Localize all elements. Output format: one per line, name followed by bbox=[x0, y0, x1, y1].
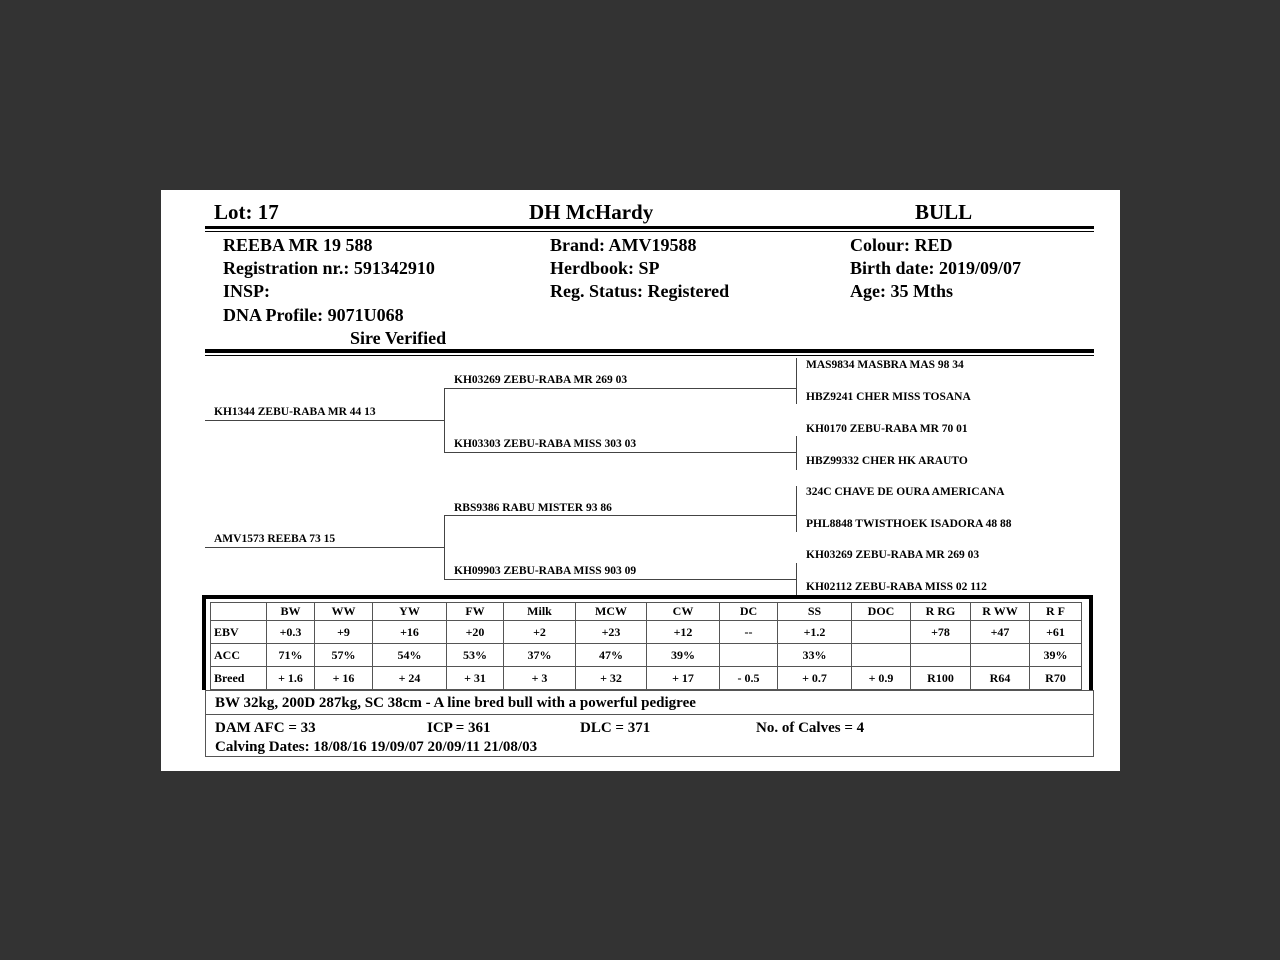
dam-info-box bbox=[205, 714, 1094, 757]
ebv-header-row bbox=[211, 603, 1082, 621]
brand: Brand: AMV19588 bbox=[550, 235, 697, 255]
insp-label: INSP: bbox=[223, 281, 271, 301]
ebv-header-cell: YW bbox=[373, 603, 447, 621]
pedigree-line bbox=[444, 515, 445, 579]
animal-sex: BULL bbox=[915, 200, 973, 224]
ebv-header-cell bbox=[211, 603, 267, 621]
calving-dates: Calving Dates: 18/08/16 19/09/07 20/09/11 21/08/03 bbox=[215, 739, 538, 755]
ebv-cell: + 0.7 bbox=[778, 667, 852, 690]
ebv-cell bbox=[911, 644, 971, 667]
ebv-row-label: ACC bbox=[211, 644, 267, 667]
pedigree-ggp-2: HBZ9241 CHER MISS TOSANA bbox=[806, 391, 971, 403]
ebv-cell: +16 bbox=[373, 621, 447, 644]
ebv-cell: +2 bbox=[504, 621, 576, 644]
pedigree-line bbox=[444, 388, 797, 389]
pedigree-ggp-4: HBZ99332 CHER HK ARAUTO bbox=[806, 455, 968, 467]
ebv-header-cell: SS bbox=[778, 603, 852, 621]
ebv-cell: 71% bbox=[267, 644, 315, 667]
ebv-cell: 57% bbox=[315, 644, 373, 667]
birth-date: Birth date: 2019/09/07 bbox=[850, 258, 1021, 278]
ebv-cell: + 32 bbox=[576, 667, 647, 690]
ebv-cell: +47 bbox=[971, 621, 1030, 644]
ebv-row-label: EBV bbox=[211, 621, 267, 644]
ebv-cell: +20 bbox=[447, 621, 504, 644]
header-rule-thick bbox=[205, 226, 1094, 229]
pedigree-dam: AMV1573 REEBA 73 15 bbox=[214, 533, 336, 545]
ebv-header-cell: CW bbox=[647, 603, 720, 621]
ebv-cell: 54% bbox=[373, 644, 447, 667]
ebv-cell: 37% bbox=[504, 644, 576, 667]
ebv-cell: +61 bbox=[1030, 621, 1082, 644]
pedigree-ggp-5: 324C CHAVE DE OURA AMERICANA bbox=[806, 486, 1005, 498]
colour: Colour: RED bbox=[850, 235, 953, 255]
pedigree-ggp-3: KH0170 ZEBU-RABA MR 70 01 bbox=[806, 423, 968, 435]
info-rule-thick bbox=[205, 349, 1094, 353]
ebv-cell: + 0.9 bbox=[852, 667, 911, 690]
ebv-cell: 39% bbox=[1030, 644, 1082, 667]
ebv-header-cell: WW bbox=[315, 603, 373, 621]
ebv-cell: +1.2 bbox=[778, 621, 852, 644]
dam-icp: ICP = 361 bbox=[427, 720, 491, 736]
ebv-header-cell: BW bbox=[267, 603, 315, 621]
ebv-header-cell: DOC bbox=[852, 603, 911, 621]
pedigree-line bbox=[796, 563, 797, 595]
pedigree-ggp-1: MAS9834 MASBRA MAS 98 34 bbox=[806, 359, 964, 371]
dam-calves: No. of Calves = 4 bbox=[756, 720, 865, 736]
pedigree-dam-sire: RBS9386 RABU MISTER 93 86 bbox=[454, 502, 612, 514]
ebv-cell: +78 bbox=[911, 621, 971, 644]
pedigree-sire-dam: KH03303 ZEBU-RABA MISS 303 03 bbox=[454, 438, 637, 450]
pedigree-ggp-6: PHL8848 TWISTHOEK ISADORA 48 88 bbox=[806, 518, 1012, 530]
ebv-header-cell: Milk bbox=[504, 603, 576, 621]
catalogue-card bbox=[161, 190, 1120, 771]
ebv-cell: 47% bbox=[576, 644, 647, 667]
description-text: BW 32kg, 200D 287kg, SC 38cm - A line bred bull with a powerful pedigree bbox=[215, 695, 696, 711]
pedigree-line bbox=[444, 452, 797, 453]
ebv-header-cell: R RG bbox=[911, 603, 971, 621]
herdbook: Herdbook: SP bbox=[550, 258, 660, 278]
breeder-name: DH McHardy bbox=[529, 200, 654, 224]
ebv-cell: +0.3 bbox=[267, 621, 315, 644]
ebv-row-ebv bbox=[211, 621, 1082, 644]
dna-profile: DNA Profile: 9071U068 bbox=[223, 305, 404, 325]
pedigree-line bbox=[444, 515, 797, 516]
pedigree-ggp-8: KH02112 ZEBU-RABA MISS 02 112 bbox=[806, 581, 987, 593]
ebv-row-label: Breed bbox=[211, 667, 267, 690]
ebv-cell: + 24 bbox=[373, 667, 447, 690]
pedigree-line bbox=[205, 420, 445, 421]
dam-afc: DAM AFC = 33 bbox=[215, 720, 316, 736]
ebv-cell: + 17 bbox=[647, 667, 720, 690]
ebv-header-cell: FW bbox=[447, 603, 504, 621]
ebv-cell: -- bbox=[720, 621, 778, 644]
pedigree-line bbox=[796, 358, 797, 404]
header-rule-thin bbox=[205, 231, 1094, 232]
ebv-cell bbox=[852, 644, 911, 667]
ebv-cell: + 1.6 bbox=[267, 667, 315, 690]
pedigree-sire: KH1344 ZEBU-RABA MR 44 13 bbox=[214, 406, 376, 418]
registration-number: Registration nr.: 591342910 bbox=[223, 258, 435, 278]
pedigree-line bbox=[444, 388, 445, 453]
ebv-row-breed bbox=[211, 667, 1082, 690]
ebv-cell: +23 bbox=[576, 621, 647, 644]
ebv-cell: +9 bbox=[315, 621, 373, 644]
ebv-cell: + 3 bbox=[504, 667, 576, 690]
ebv-header-cell: DC bbox=[720, 603, 778, 621]
ebv-cell: R100 bbox=[911, 667, 971, 690]
ebv-cell bbox=[720, 644, 778, 667]
sire-verified: Sire Verified bbox=[350, 328, 447, 348]
pedigree-ggp-7: KH03269 ZEBU-RABA MR 269 03 bbox=[806, 549, 980, 561]
ebv-cell: +12 bbox=[647, 621, 720, 644]
ebv-table-frame bbox=[202, 595, 1093, 690]
animal-name: REEBA MR 19 588 bbox=[223, 235, 373, 255]
ebv-cell: + 31 bbox=[447, 667, 504, 690]
ebv-cell: + 16 bbox=[315, 667, 373, 690]
ebv-header-cell: R WW bbox=[971, 603, 1030, 621]
pedigree-dam-dam: KH09903 ZEBU-RABA MISS 903 09 bbox=[454, 565, 637, 577]
pedigree-line bbox=[444, 579, 797, 580]
dam-dlc: DLC = 371 bbox=[580, 720, 651, 736]
lot-number: Lot: 17 bbox=[214, 200, 279, 224]
info-rule-thin bbox=[205, 355, 1094, 356]
ebv-cell: 33% bbox=[778, 644, 852, 667]
reg-status: Reg. Status: Registered bbox=[550, 281, 730, 301]
ebv-row-acc bbox=[211, 644, 1082, 667]
ebv-cell bbox=[852, 621, 911, 644]
ebv-header-cell: MCW bbox=[576, 603, 647, 621]
ebv-cell: R64 bbox=[971, 667, 1030, 690]
pedigree-line bbox=[205, 547, 445, 548]
ebv-cell: R70 bbox=[1030, 667, 1082, 690]
ebv-cell bbox=[971, 644, 1030, 667]
ebv-cell: - 0.5 bbox=[720, 667, 778, 690]
ebv-cell: 53% bbox=[447, 644, 504, 667]
pedigree-line bbox=[796, 486, 797, 532]
age: Age: 35 Mths bbox=[850, 281, 953, 301]
ebv-header-cell: R F bbox=[1030, 603, 1082, 621]
pedigree-sire-sire: KH03269 ZEBU-RABA MR 269 03 bbox=[454, 374, 628, 386]
description-box bbox=[205, 690, 1094, 715]
pedigree-line bbox=[796, 436, 797, 470]
ebv-table bbox=[210, 602, 1082, 690]
ebv-cell: 39% bbox=[647, 644, 720, 667]
